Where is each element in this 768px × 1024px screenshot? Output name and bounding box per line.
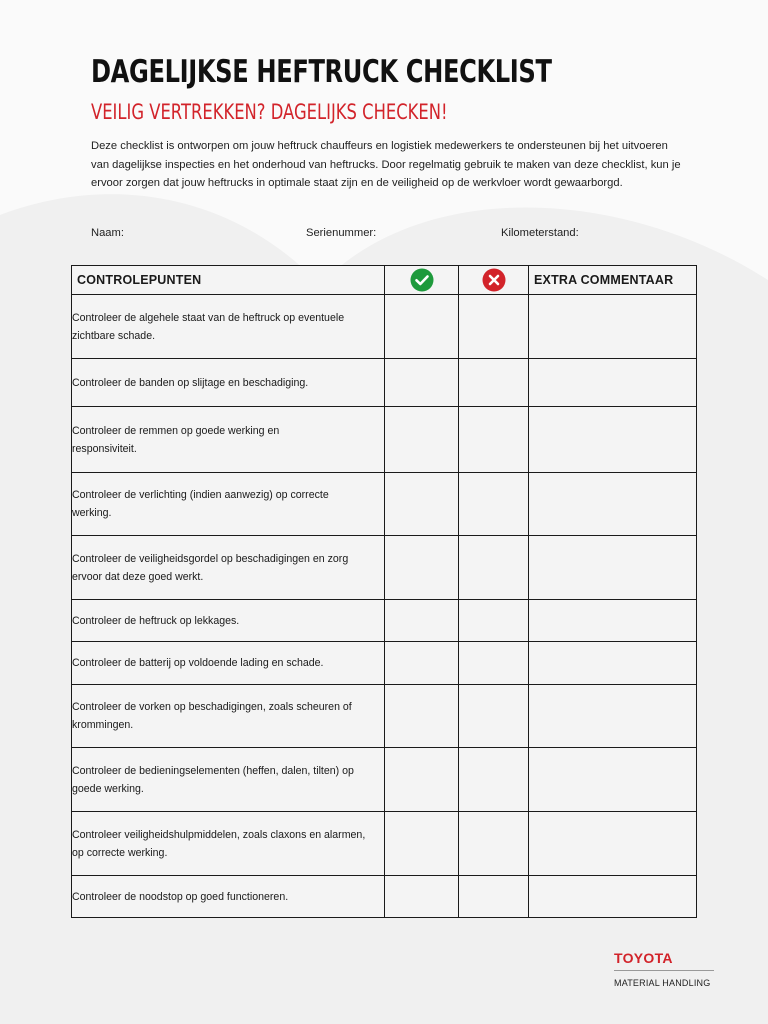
serial-number-label: Serienummer: xyxy=(306,227,377,239)
checkpoint-line: Controleer de verlichting (indien aanwezig) op correcte xyxy=(72,489,329,501)
page-title: DAGELIJKSE HEFTRUCK CHECKLIST xyxy=(91,54,552,90)
not-ok-checkbox-cell[interactable] xyxy=(459,642,529,685)
table-row xyxy=(72,295,697,359)
table-row xyxy=(72,536,697,600)
checkpoint-line: Controleer de banden op slijtage en beschadiging. xyxy=(72,376,309,389)
comment-cell[interactable] xyxy=(529,748,697,812)
ok-checkbox-cell[interactable] xyxy=(385,642,459,685)
checkpoint-line: Controleer de veiligheidsgordel op beschadigingen en zorg xyxy=(72,552,349,565)
checkpoint-text xyxy=(72,748,385,812)
table-row xyxy=(72,359,697,407)
ok-checkbox-cell[interactable] xyxy=(385,473,459,536)
not-ok-checkbox-cell[interactable] xyxy=(459,536,529,600)
column-header-ok xyxy=(385,266,459,295)
ok-checkbox-cell[interactable] xyxy=(385,876,459,918)
checklist-table xyxy=(71,265,697,918)
checkpoint-text xyxy=(72,359,385,407)
checkpoint-text xyxy=(72,876,385,918)
checkpoint-text xyxy=(72,473,385,536)
checkpoint-line: Controleer de heftruck op lekkages. xyxy=(72,614,240,627)
table-row xyxy=(72,473,697,536)
checkpoint-line: Controleer de bedieningselementen (heffen, dalen, tilten) op xyxy=(72,764,354,777)
checkpoint-text xyxy=(72,407,385,473)
ok-checkbox-cell[interactable] xyxy=(385,685,459,748)
comment-cell[interactable] xyxy=(529,536,697,600)
logo-divider xyxy=(614,970,714,971)
not-ok-checkbox-cell[interactable] xyxy=(459,748,529,812)
not-ok-checkbox-cell[interactable] xyxy=(459,407,529,473)
column-header-controlepunten: CONTROLEPUNTEN xyxy=(72,266,385,295)
logo-brand: TOYOTA xyxy=(614,950,673,966)
not-ok-checkbox-cell[interactable] xyxy=(459,600,529,642)
comment-cell[interactable] xyxy=(529,812,697,876)
checkpoint-line: Controleer de batterij op voldoende lading en schade. xyxy=(72,657,324,669)
not-ok-checkbox-cell[interactable] xyxy=(459,359,529,407)
comment-cell[interactable] xyxy=(529,876,697,918)
intro-line: van dagelijkse inspecties en het onderhoud van heftrucks. Door regelmatig gebruik te maken van deze checklist, kun je xyxy=(91,158,681,171)
table-row xyxy=(72,407,697,473)
table-row xyxy=(72,748,697,812)
comment-cell[interactable] xyxy=(529,359,697,407)
ok-checkbox-cell[interactable] xyxy=(385,812,459,876)
comment-cell[interactable] xyxy=(529,295,697,359)
intro-line: Deze checklist is ontworpen om jouw heftruck chauffeurs en logistiek medewerkers te ondersteunen bij het uitvoeren xyxy=(91,140,668,152)
checkpoint-text xyxy=(72,295,385,359)
table-header-row xyxy=(72,266,697,295)
toyota-material-handling-logo xyxy=(614,950,714,988)
checkpoint-line: werking. xyxy=(72,507,112,519)
checkpoint-text xyxy=(72,642,385,685)
comment-cell[interactable] xyxy=(529,642,697,685)
checkpoint-line: goede werking. xyxy=(72,782,144,795)
checkpoint-line: krommingen. xyxy=(72,719,134,731)
ok-checkbox-cell[interactable] xyxy=(385,600,459,642)
comment-cell[interactable] xyxy=(529,600,697,642)
intro-line: ervoor zorgen dat jouw heftrucks in optimale staat zijn en de veiligheid op de werkvloer wordt gewaarborgd. xyxy=(91,177,623,189)
checkpoint-line: op correcte werking. xyxy=(72,846,168,859)
ok-checkbox-cell[interactable] xyxy=(385,536,459,600)
checkpoint-text xyxy=(72,685,385,748)
not-ok-checkbox-cell[interactable] xyxy=(459,876,529,918)
logo-subtitle: MATERIAL HANDLING xyxy=(614,978,711,988)
table-row xyxy=(72,685,697,748)
checkpoint-line: Controleer de algehele staat van de heftruck op eventuele xyxy=(72,311,345,324)
column-header-extra-commentaar: EXTRA COMMENTAAR xyxy=(529,266,697,295)
comment-cell[interactable] xyxy=(529,473,697,536)
table-row xyxy=(72,876,697,918)
checkpoint-line: ervoor dat deze goed werkt. xyxy=(72,570,204,583)
ok-checkbox-cell[interactable] xyxy=(385,748,459,812)
checkpoint-line: zichtbare schade. xyxy=(72,329,156,342)
not-ok-checkbox-cell[interactable] xyxy=(459,295,529,359)
ok-checkbox-cell[interactable] xyxy=(385,295,459,359)
checkpoint-line: responsiviteit. xyxy=(72,442,137,455)
comment-cell[interactable] xyxy=(529,407,697,473)
check-circle-icon xyxy=(410,268,434,292)
checkpoint-line: Controleer de vorken op beschadigingen, zoals scheuren of xyxy=(72,701,352,713)
checkpoint-line: Controleer de remmen op goede werking en xyxy=(72,424,280,437)
checkpoint-line: Controleer veiligheidshulpmiddelen, zoals claxons en alarmen, xyxy=(72,828,366,841)
ok-checkbox-cell[interactable] xyxy=(385,359,459,407)
intro-text xyxy=(91,137,691,193)
checkpoint-text xyxy=(72,812,385,876)
checkpoint-line: Controleer de noodstop op goed functioneren. xyxy=(72,890,289,903)
not-ok-checkbox-cell[interactable] xyxy=(459,812,529,876)
checkpoint-text xyxy=(72,600,385,642)
table-row xyxy=(72,812,697,876)
table-row xyxy=(72,600,697,642)
column-header-not-ok xyxy=(459,266,529,295)
page-subtitle: VEILIG VERTREKKEN? DAGELIJKS CHECKEN! xyxy=(91,100,448,124)
ok-checkbox-cell[interactable] xyxy=(385,407,459,473)
mileage-label: Kilometerstand: xyxy=(501,227,579,239)
table-row xyxy=(72,642,697,685)
not-ok-checkbox-cell[interactable] xyxy=(459,685,529,748)
cross-circle-icon xyxy=(482,268,506,292)
not-ok-checkbox-cell[interactable] xyxy=(459,473,529,536)
name-label: Naam: xyxy=(91,227,124,239)
checkpoint-text xyxy=(72,536,385,600)
comment-cell[interactable] xyxy=(529,685,697,748)
